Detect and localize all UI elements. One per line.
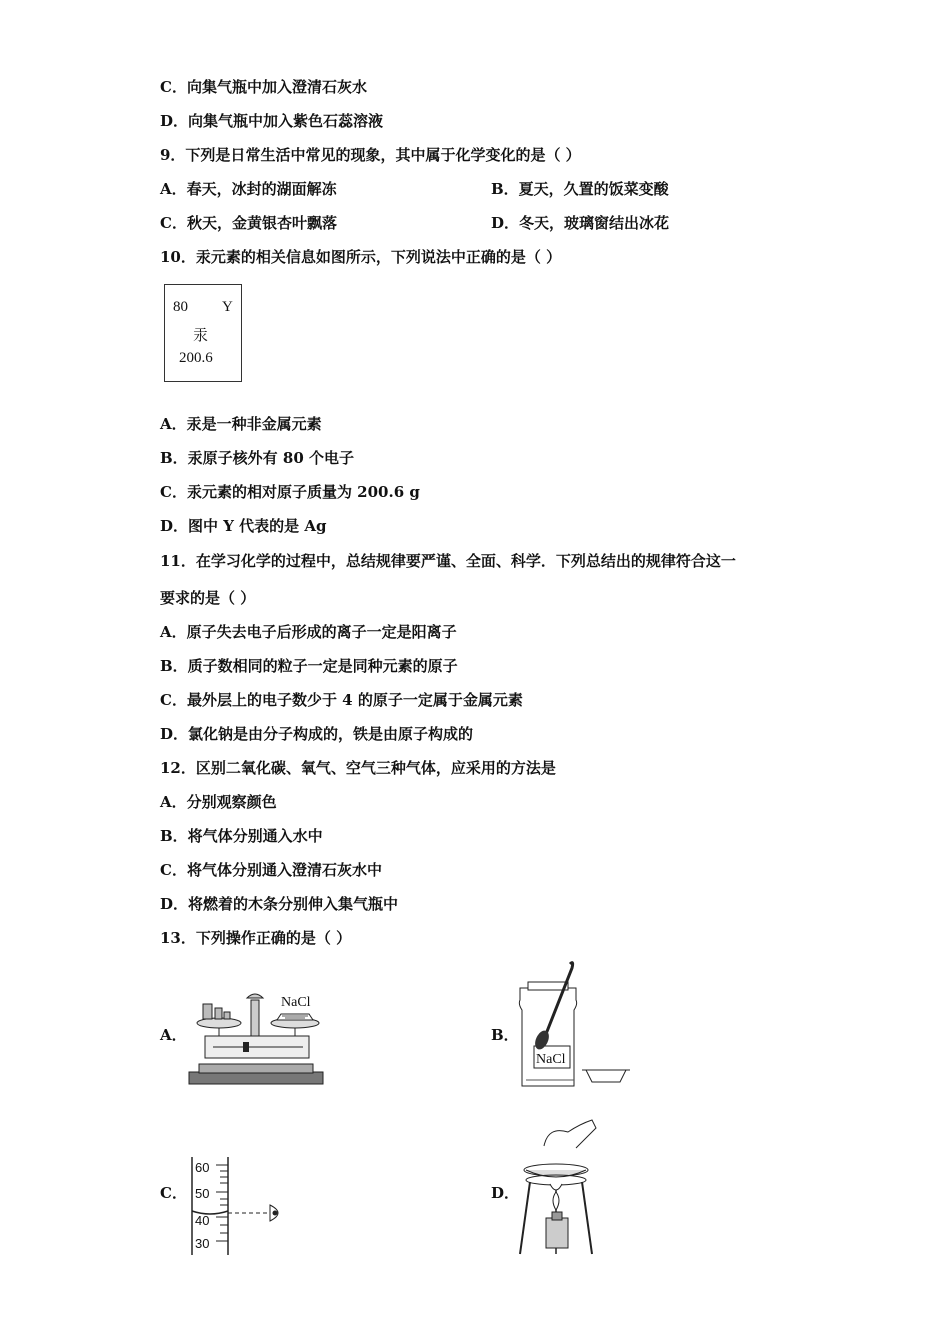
q8-option-d: D．向集气瓶中加入紫色石蕊溶液 xyxy=(160,112,384,130)
q12-option-b: B．将气体分别通入水中 xyxy=(160,827,323,845)
q13-label-a: A． xyxy=(160,1026,187,1044)
q13-label-b: B． xyxy=(491,1026,519,1044)
q12-option-a: A．分别观察颜色 xyxy=(160,793,277,811)
q13-stem: 13．下列操作正确的是（ ） xyxy=(160,929,352,947)
q11-stem-line2: 要求的是（ ） xyxy=(160,589,256,607)
q10-option-a: A．汞是一种非金属元素 xyxy=(160,415,322,433)
q12-stem: 12．区别二氧化碳、氧气、空气三种气体，应采用的方法是 xyxy=(160,759,556,777)
bottle-nacl-label: NaCl xyxy=(536,1052,566,1067)
atomic-mass: 200.6 xyxy=(179,350,213,366)
atomic-number: 80 xyxy=(173,299,188,315)
q9-option-a: A．春天，冰封的湖面解冻 xyxy=(160,180,337,198)
element-card-mercury xyxy=(164,284,242,382)
q11-stem-line1: 11．在学习化学的过程中，总结规律要严谨、全面、科学．下列总结出的规律符合这一 xyxy=(160,552,736,570)
q12-option-d: D．将燃着的木条分别伸入集气瓶中 xyxy=(160,895,399,913)
tick-30: 30 xyxy=(195,1236,210,1251)
reagent-bottle-figure xyxy=(518,960,633,1090)
q9-option-c: C．秋天，金黄银杏叶飘落 xyxy=(160,214,337,232)
tick-50: 50 xyxy=(195,1186,210,1201)
balance-nacl-label: NaCl xyxy=(281,995,311,1010)
q10-option-d: D．图中 Y 代表的是 Ag xyxy=(160,517,327,535)
hand-icon xyxy=(544,1120,596,1148)
q11-option-c: C．最外层上的电子数少于 4 的原子一定属于金属元素 xyxy=(160,691,523,709)
evaporation-figure xyxy=(518,1118,603,1258)
cylinder-figure xyxy=(186,1155,296,1260)
q13-label-c: C． xyxy=(160,1184,187,1202)
q11-option-b: B．质子数相同的粒子一定是同种元素的原子 xyxy=(160,657,458,675)
q11-option-d: D．氯化钠是由分子构成的，铁是由原子构成的 xyxy=(160,725,474,743)
q10-option-b: B．汞原子核外有 80 个电子 xyxy=(160,449,354,467)
q11-option-a: A．原子失去电子后形成的离子一定是阳离子 xyxy=(160,623,457,641)
tick-40: 40 xyxy=(195,1213,210,1228)
element-symbol: Y xyxy=(222,299,233,315)
q8-option-c: C．向集气瓶中加入澄清石灰水 xyxy=(160,78,367,96)
q10-option-c: C．汞元素的相对原子质量为 200.6 g xyxy=(160,483,420,501)
element-name: 汞 xyxy=(193,328,209,344)
tick-60: 60 xyxy=(195,1160,210,1175)
q10-stem: 10．汞元素的相关信息如图所示，下列说法中正确的是（ ） xyxy=(160,248,562,266)
balance-figure xyxy=(185,990,330,1090)
q9-stem: 9．下列是日常生活中常见的现象，其中属于化学变化的是（ ） xyxy=(160,146,581,164)
q9-option-d: D．冬天，玻璃窗结出冰花 xyxy=(491,214,670,232)
q9-option-b: B．夏天，久置的饭菜变酸 xyxy=(491,180,669,198)
q12-option-c: C．将气体分别通入澄清石灰水中 xyxy=(160,861,382,879)
q13-label-d: D． xyxy=(491,1184,520,1202)
